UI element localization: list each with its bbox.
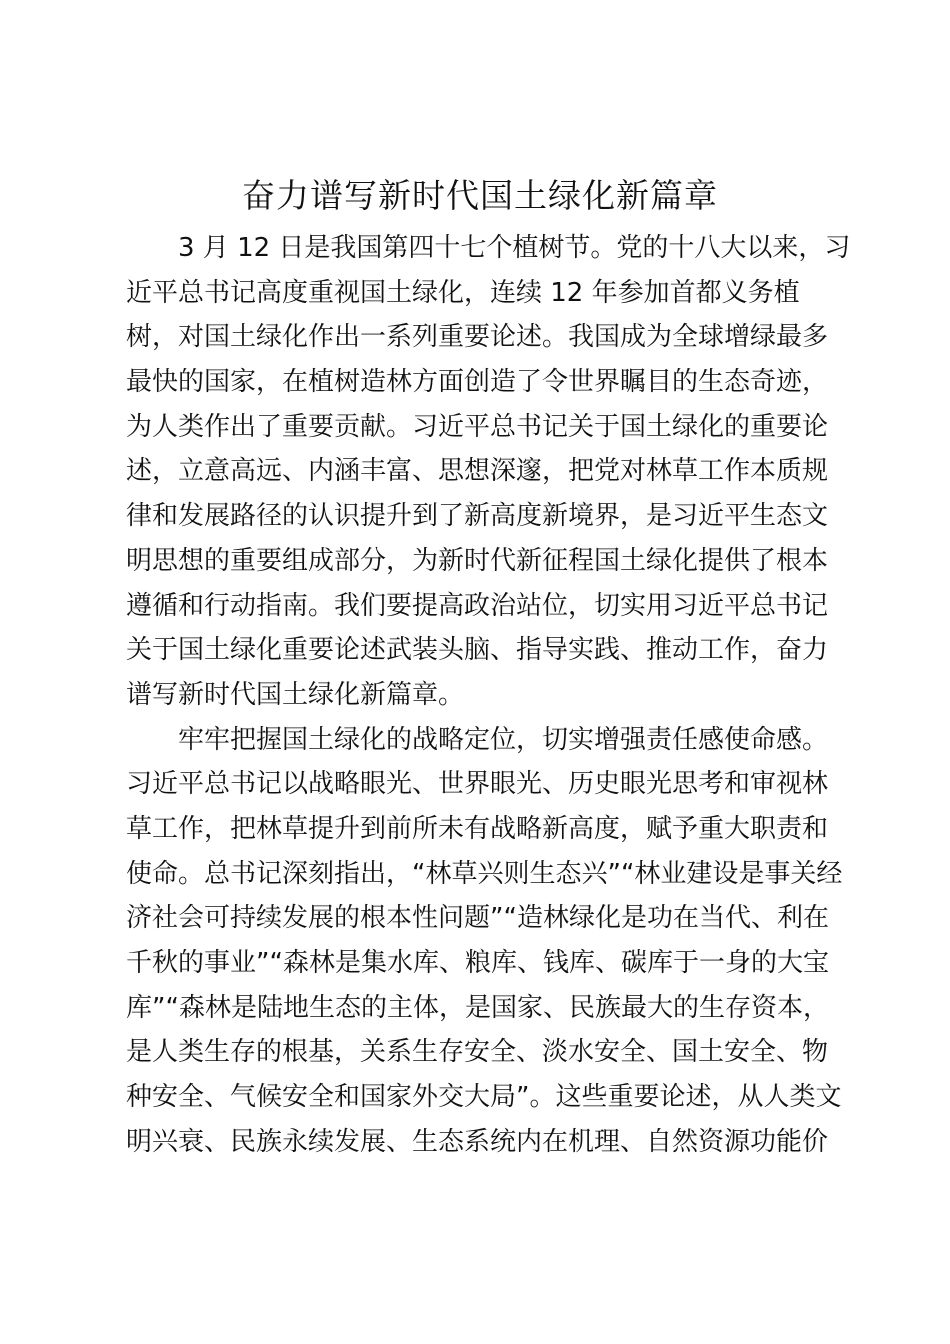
text-line: 种安全、气候安全和国家外交大局”。这些重要论述，从人类文 — [126, 1082, 842, 1113]
text-line: 习近平总书记以战略眼光、世界眼光、历史眼光思考和审视林 — [126, 769, 829, 800]
text-line: 为人类作出了重要贡献。习近平总书记关于国土绿化的重要论 — [126, 411, 829, 442]
text-line: 谱写新时代国土绿化新篇章。 — [126, 679, 465, 710]
text-line: 树，对国土绿化作出一系列重要论述。我国成为全球增绿最多 — [126, 322, 829, 353]
text-line: 牢牢把握国土绿化的战略定位，切实增强责任感使命感。 — [178, 724, 829, 755]
document-title: 奋力谱写新时代国土绿化新篇章 — [242, 176, 718, 215]
document-body — [126, 226, 851, 1164]
text-line: 千秋的事业”“森林是集水库、粮库、钱库、碳库于一身的大宝 — [126, 948, 829, 978]
text-line: 济社会可持续发展的根本性问题”“造林绿化是功在当代、利在 — [126, 903, 829, 934]
text-line: 最快的国家，在植树造林方面创造了令世界瞩目的生态奇迹， — [126, 367, 829, 398]
text-line: 库”“森林是陆地生态的主体，是国家、民族最大的生存资本， — [126, 992, 829, 1023]
text-line: 关于国土绿化重要论述武装头脑、指导实践、推动工作，奋力 — [126, 635, 829, 666]
text-line: 近平总书记高度重视国土绿化，连续 12 年参加首都义务植 — [126, 277, 800, 308]
text-line: 3 月 12 日是我国第四十七个植树节。党的十八大以来，习 — [178, 233, 851, 263]
text-line: 明思想的重要组成部分，为新时代新征程国土绿化提供了根本 — [126, 545, 829, 576]
text-line: 述，立意高远、内涵丰富、思想深邃，把党对林草工作本质规 — [126, 456, 829, 487]
text-line: 是人类生存的根基，关系生存安全、淡水安全、国土安全、物 — [126, 1037, 829, 1068]
paragraph-2 — [126, 718, 843, 1165]
text-line: 草工作，把林草提升到前所未有战略新高度，赋予重大职责和 — [126, 813, 829, 844]
paragraph-1 — [126, 226, 851, 718]
text-line: 使命。总书记深刻指出，“林草兴则生态兴”“林业建设是事关经 — [126, 858, 843, 889]
text-line: 明兴衰、民族永续发展、生态系统内在机理、自然资源功能价 — [126, 1126, 829, 1157]
text-line: 律和发展路径的认识提升到了新高度新境界，是习近平生态文 — [126, 501, 829, 532]
text-line: 遵循和行动指南。我们要提高政治站位，切实用习近平总书记 — [126, 590, 829, 621]
